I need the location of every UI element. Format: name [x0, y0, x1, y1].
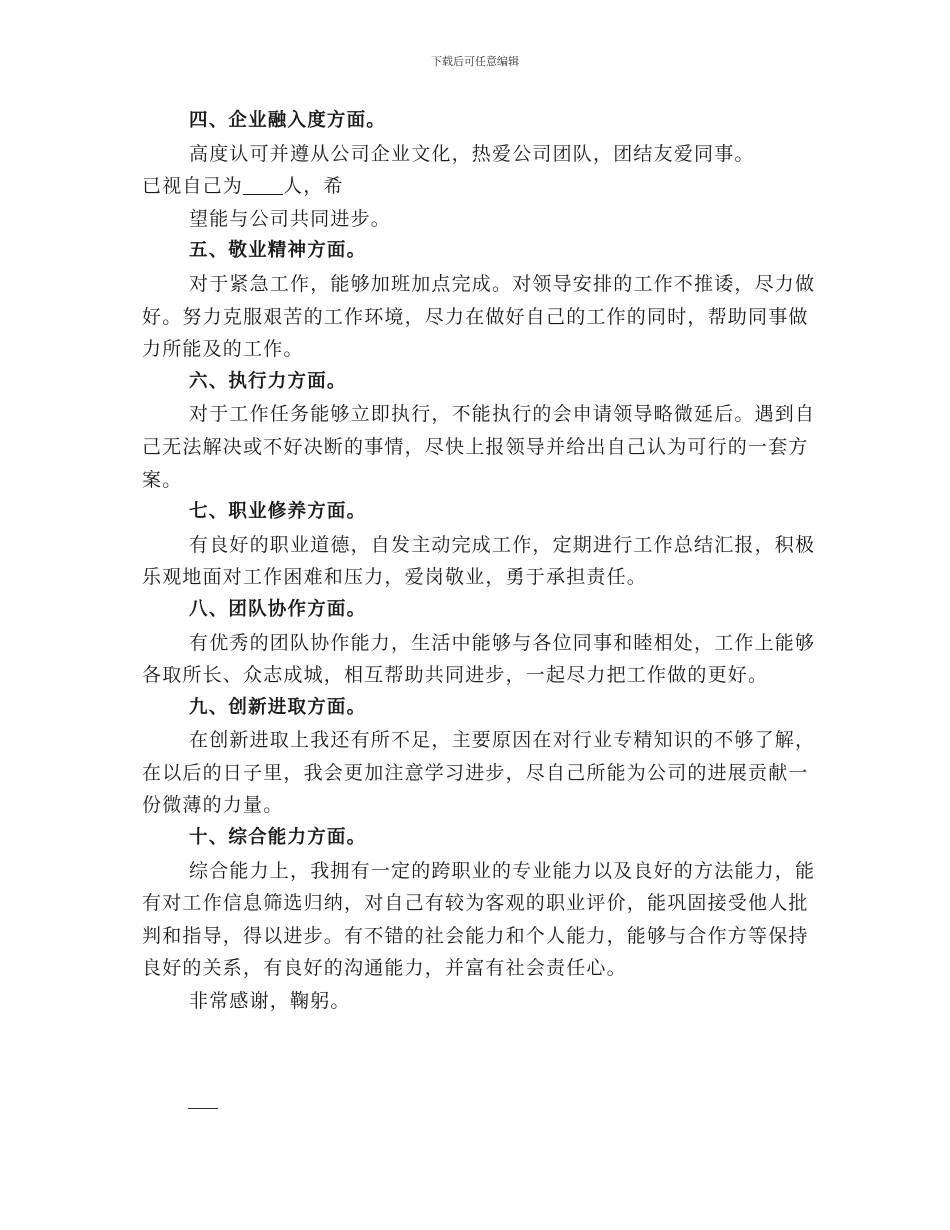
section-heading: 十、综合能力方面。	[189, 827, 367, 849]
end-divider	[188, 1108, 218, 1109]
section-body: 有优秀的团队协作能力，生活中能够与各位同事和睦相处，工作上能够各取所长、众志成城，相互帮助共同进步，一起尽力把工作做的更好。	[142, 631, 816, 687]
section-heading: 七、职业修养方面。	[189, 501, 367, 523]
section-heading: 五、敬业精神方面。	[189, 240, 367, 262]
section-body: 在创新进取上我还有所不足，主要原因在对行业专精知识的不够了解，在以后的日子里，我会更加注意学习进步，尽自己所能为公司的进展贡献一份微薄的力量。	[142, 729, 816, 817]
section-heading: 八、团队协作方面。	[189, 598, 367, 620]
section-heading: 四、企业融入度方面。	[189, 110, 387, 131]
section-body: 有良好的职业道德，自发主动完成工作，定期进行工作总结汇报，积极乐观地面对工作困难和压力，爱岗敬业，勇于承担责任。	[142, 533, 816, 589]
page-header: 下载后可任意编辑	[431, 55, 519, 68]
closing-line: 非常感谢，鞠躬。	[189, 990, 351, 1013]
section-body-line	[142, 170, 822, 203]
document-body	[142, 105, 822, 1018]
section-heading: 六、执行力方面。	[189, 370, 347, 392]
section-body: 综合能力上，我拥有一定的跨职业的专业能力以及良好的方法能力，能有对工作信息筛选归纳，对自己有较为客观的职业评价，能巩固接受他人批判和指导，得以进步。有不错的社会能力和个人能力，能够与合作方等保持良好的关系，有良好的沟通能力，并富有社会责任心。	[142, 859, 816, 980]
section-body: 对于紧急工作，能够加班加点完成。对领导安排的工作不推诿，尽力做好。努力克服艰苦的工作环境，尽力在做好自己的工作的同时，帮助同事做力所能及的工作。	[142, 272, 816, 361]
body-text: 人，希	[283, 175, 344, 198]
section-heading: 九、创新进取方面。	[189, 696, 367, 718]
section-body: 对于工作任务能够立即执行，不能执行的会申请领导略微延后。遇到自己无法解决或不好决断的事情，尽快上报领导并给出自己认为可行的一套方案。	[142, 403, 816, 491]
section-body-line: 望能与公司共同进步。	[189, 207, 392, 230]
body-text: 已视自己为	[142, 175, 244, 198]
blank-line	[243, 174, 283, 195]
section-body-line: 高度认可并遵从公司企业文化，热爱公司团队，团结友爱同事。	[189, 142, 755, 165]
